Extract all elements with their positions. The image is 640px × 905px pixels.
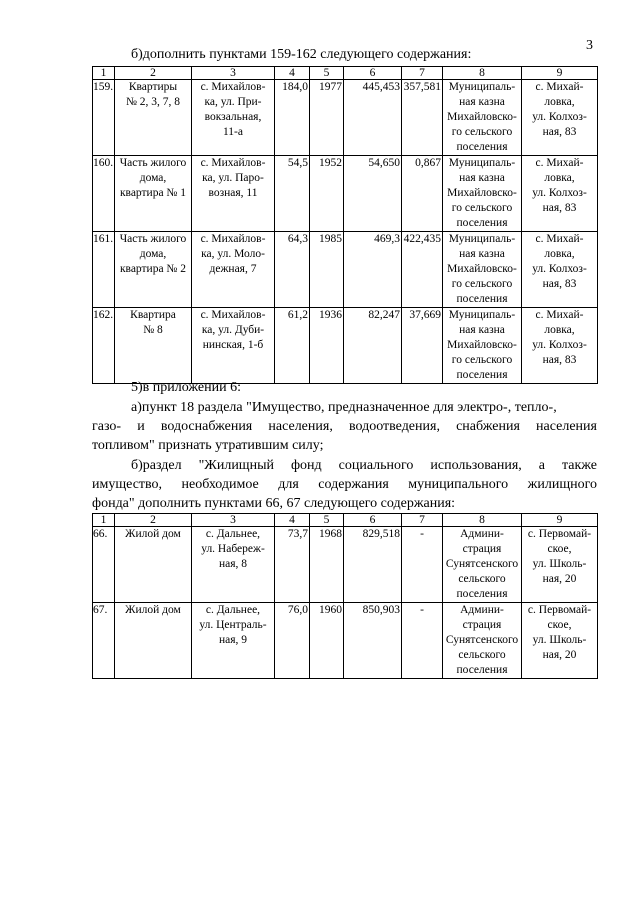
cost-value: 445,453 <box>344 80 402 156</box>
property-name-line: Квартира <box>130 309 176 321</box>
property-address-line: ка, ул. Моло- <box>201 248 265 260</box>
owner-line: поселения <box>456 217 508 229</box>
property-address-line: 11-а <box>222 126 243 138</box>
owner-line: го сельского <box>451 202 513 214</box>
row-number: 66. <box>93 527 115 603</box>
table1-body <box>93 67 598 384</box>
depreciation-value: - <box>402 527 443 603</box>
table-header-row <box>93 67 598 80</box>
row-number: 67. <box>93 603 115 679</box>
owner-line: Михайловско- <box>447 339 517 351</box>
property-address-line: с. Дальнее, <box>205 604 261 616</box>
year-value: 1985 <box>310 232 344 308</box>
property-name <box>115 603 192 679</box>
property-address-line: ка, ул. При- <box>204 96 262 108</box>
owner <box>443 308 522 384</box>
holder-location <box>522 232 598 308</box>
column-header: 4 <box>275 514 310 527</box>
owner-line: поселения <box>456 664 508 676</box>
holder-location-line: ловка, <box>544 324 575 336</box>
owner-line: Михайловско- <box>447 187 517 199</box>
column-header: 9 <box>522 514 598 527</box>
holder-location-line: ная, 20 <box>542 573 577 585</box>
property-address-line: ул. Централь- <box>199 619 267 631</box>
area-value: 184,0 <box>275 80 310 156</box>
holder-location-line: с. Михай- <box>535 157 584 169</box>
owner <box>443 527 522 603</box>
holder-location-line: ная, 20 <box>542 649 577 661</box>
owner-line: Админи- <box>460 528 504 540</box>
owner-line: сельского <box>458 573 506 585</box>
table-row <box>93 232 598 308</box>
para-5: 5)в приложении 6: <box>131 380 241 395</box>
column-header: 5 <box>310 514 344 527</box>
column-header: 2 <box>115 514 192 527</box>
year-value: 1960 <box>310 603 344 679</box>
property-address <box>192 80 275 156</box>
para-5a-line-1: а)пункт 18 раздела "Имущество, предназначенное для электро-, тепло-, <box>131 400 557 415</box>
cost-value: 82,247 <box>344 308 402 384</box>
property-name <box>115 156 192 232</box>
depreciation-value: 357,581 <box>402 80 443 156</box>
property-name-line: дома, <box>139 248 167 260</box>
property-table-1 <box>92 66 598 384</box>
column-header: 8 <box>443 514 522 527</box>
owner <box>443 232 522 308</box>
property-address-line: вокзальная, <box>204 111 262 123</box>
property-name-line: Квартиры <box>128 81 178 93</box>
table-row <box>93 156 598 232</box>
property-address <box>192 156 275 232</box>
holder-location <box>522 80 598 156</box>
owner-line: страция <box>462 619 502 631</box>
table2-body <box>93 514 598 679</box>
holder-location <box>522 308 598 384</box>
owner-line: Сунятсенского <box>445 558 519 570</box>
column-header: 7 <box>402 514 443 527</box>
owner <box>443 603 522 679</box>
property-address-line: ная, 9 <box>218 634 248 646</box>
column-header: 6 <box>344 514 402 527</box>
property-address <box>192 232 275 308</box>
area-value: 54,5 <box>275 156 310 232</box>
owner-line: ная казна <box>459 96 505 108</box>
owner-line: Муниципаль- <box>448 233 516 245</box>
property-name <box>115 80 192 156</box>
owner-line: ная казна <box>459 324 505 336</box>
holder-location <box>522 603 598 679</box>
owner-line: Муниципаль- <box>448 309 516 321</box>
column-header: 7 <box>402 67 443 80</box>
table-header-row <box>93 514 598 527</box>
property-name-line: Часть жилого <box>119 233 187 245</box>
property-name-line: Жилой дом <box>125 604 181 616</box>
property-address-line: ная, 8 <box>218 558 248 570</box>
property-address <box>192 603 275 679</box>
holder-location-line: ная, 83 <box>542 354 577 366</box>
property-address <box>192 308 275 384</box>
owner-line: го сельского <box>451 126 513 138</box>
owner <box>443 80 522 156</box>
owner <box>443 156 522 232</box>
holder-location-line: ул. Колхоз- <box>532 339 587 351</box>
property-address-line: нинская, 1-б <box>202 339 264 351</box>
table-row <box>93 527 598 603</box>
year-value: 1952 <box>310 156 344 232</box>
year-value: 1968 <box>310 527 344 603</box>
row-number: 162. <box>93 308 115 384</box>
page-number: 3 <box>586 38 593 53</box>
property-name-line: квартира № 2 <box>119 263 187 275</box>
row-number: 160. <box>93 156 115 232</box>
column-header: 1 <box>93 514 115 527</box>
owner-line: Админи- <box>460 604 504 616</box>
para-5b-line-3: фонда" дополнить пунктами 66, 67 следующего содержания: <box>92 496 456 511</box>
table-row <box>93 80 598 156</box>
owner-line: сельского <box>458 649 506 661</box>
owner-line: го сельского <box>451 354 513 366</box>
holder-location-line: ул. Колхоз- <box>532 187 587 199</box>
intro-b: б)дополнить пунктами 159-162 следующего содержания: <box>131 47 472 62</box>
property-name-line: дома, <box>139 172 167 184</box>
holder-location-line: ная, 83 <box>542 278 577 290</box>
property-address-line: ул. Набереж- <box>201 543 265 555</box>
para-5a-line-3: топливом" признать утратившим силу; <box>92 438 324 453</box>
property-address-line: с. Дальнее, <box>205 528 261 540</box>
holder-location <box>522 527 598 603</box>
owner-line: ная казна <box>459 172 505 184</box>
holder-location-line: ная, 83 <box>542 126 577 138</box>
owner-line: Муниципаль- <box>448 81 516 93</box>
property-address <box>192 527 275 603</box>
holder-location <box>522 156 598 232</box>
holder-location-line: ная, 83 <box>542 202 577 214</box>
column-header: 3 <box>192 67 275 80</box>
holder-location-line: ловка, <box>544 96 575 108</box>
property-address-line: ка, ул. Паро- <box>202 172 264 184</box>
property-address-line: с. Михайлов- <box>200 233 266 245</box>
holder-location-line: ул. Колхоз- <box>532 263 587 275</box>
owner-line: Михайловско- <box>447 111 517 123</box>
holder-location-line: ул. Школь- <box>532 558 587 570</box>
property-name <box>115 308 192 384</box>
area-value: 61,2 <box>275 308 310 384</box>
owner-line: поселения <box>456 293 508 305</box>
area-value: 73,7 <box>275 527 310 603</box>
property-name <box>115 232 192 308</box>
owner-line: Муниципаль- <box>448 157 516 169</box>
property-address-line: ка, ул. Дуби- <box>201 324 265 336</box>
property-table-2 <box>92 513 598 679</box>
cost-value: 850,903 <box>344 603 402 679</box>
cost-value: 54,650 <box>344 156 402 232</box>
depreciation-value: 37,669 <box>402 308 443 384</box>
property-address-line: с. Михайлов- <box>200 81 266 93</box>
cost-value: 469,3 <box>344 232 402 308</box>
holder-location-line: с. Михай- <box>535 233 584 245</box>
property-name <box>115 527 192 603</box>
property-name-line: Часть жилого <box>119 157 187 169</box>
holder-location-line: с. Первомай- <box>527 604 592 616</box>
holder-location-line: ское, <box>547 543 572 555</box>
holder-location-line: ул. Колхоз- <box>532 111 587 123</box>
holder-location-line: с. Первомай- <box>527 528 592 540</box>
row-number: 161. <box>93 232 115 308</box>
column-header: 9 <box>522 67 598 80</box>
para-5b-line-1: б)раздел "Жилищный фонд социального использования, а также <box>131 458 597 473</box>
column-header: 6 <box>344 67 402 80</box>
property-address-line: возная, 11 <box>208 187 258 199</box>
row-number: 159. <box>93 80 115 156</box>
area-value: 64,3 <box>275 232 310 308</box>
owner-line: Михайловско- <box>447 263 517 275</box>
year-value: 1936 <box>310 308 344 384</box>
column-header: 5 <box>310 67 344 80</box>
property-name-line: № 8 <box>143 324 163 336</box>
owner-line: страция <box>462 543 502 555</box>
property-address-line: дежная, 7 <box>209 263 257 275</box>
owner-line: ная казна <box>459 248 505 260</box>
depreciation-value: 0,867 <box>402 156 443 232</box>
para-5a-line-2: газо- и водоснабжения населения, водоотведения, снабжения населения <box>92 419 597 434</box>
cost-value: 829,518 <box>344 527 402 603</box>
owner-line: поселения <box>456 369 508 381</box>
column-header: 4 <box>275 67 310 80</box>
owner-line: поселения <box>456 141 508 153</box>
table-row <box>93 603 598 679</box>
table-row <box>93 308 598 384</box>
depreciation-value: - <box>402 603 443 679</box>
column-header: 1 <box>93 67 115 80</box>
holder-location-line: ловка, <box>544 172 575 184</box>
holder-location-line: ское, <box>547 619 572 631</box>
owner-line: го сельского <box>451 278 513 290</box>
holder-location-line: ловка, <box>544 248 575 260</box>
owner-line: поселения <box>456 588 508 600</box>
property-name-line: Жилой дом <box>125 528 181 540</box>
property-address-line: с. Михайлов- <box>200 309 266 321</box>
depreciation-value: 422,435 <box>402 232 443 308</box>
property-name-line: № 2, 3, 7, 8 <box>125 96 181 108</box>
property-address-line: с. Михайлов- <box>200 157 266 169</box>
para-5b-line-2: имущество, необходимое для содержания муниципального жилищного <box>92 477 597 492</box>
owner-line: Сунятсенского <box>445 634 519 646</box>
holder-location-line: ул. Школь- <box>532 634 587 646</box>
column-header: 8 <box>443 67 522 80</box>
holder-location-line: с. Михай- <box>535 81 584 93</box>
column-header: 3 <box>192 514 275 527</box>
holder-location-line: с. Михай- <box>535 309 584 321</box>
property-name-line: квартира № 1 <box>119 187 187 199</box>
column-header: 2 <box>115 67 192 80</box>
area-value: 76,0 <box>275 603 310 679</box>
year-value: 1977 <box>310 80 344 156</box>
